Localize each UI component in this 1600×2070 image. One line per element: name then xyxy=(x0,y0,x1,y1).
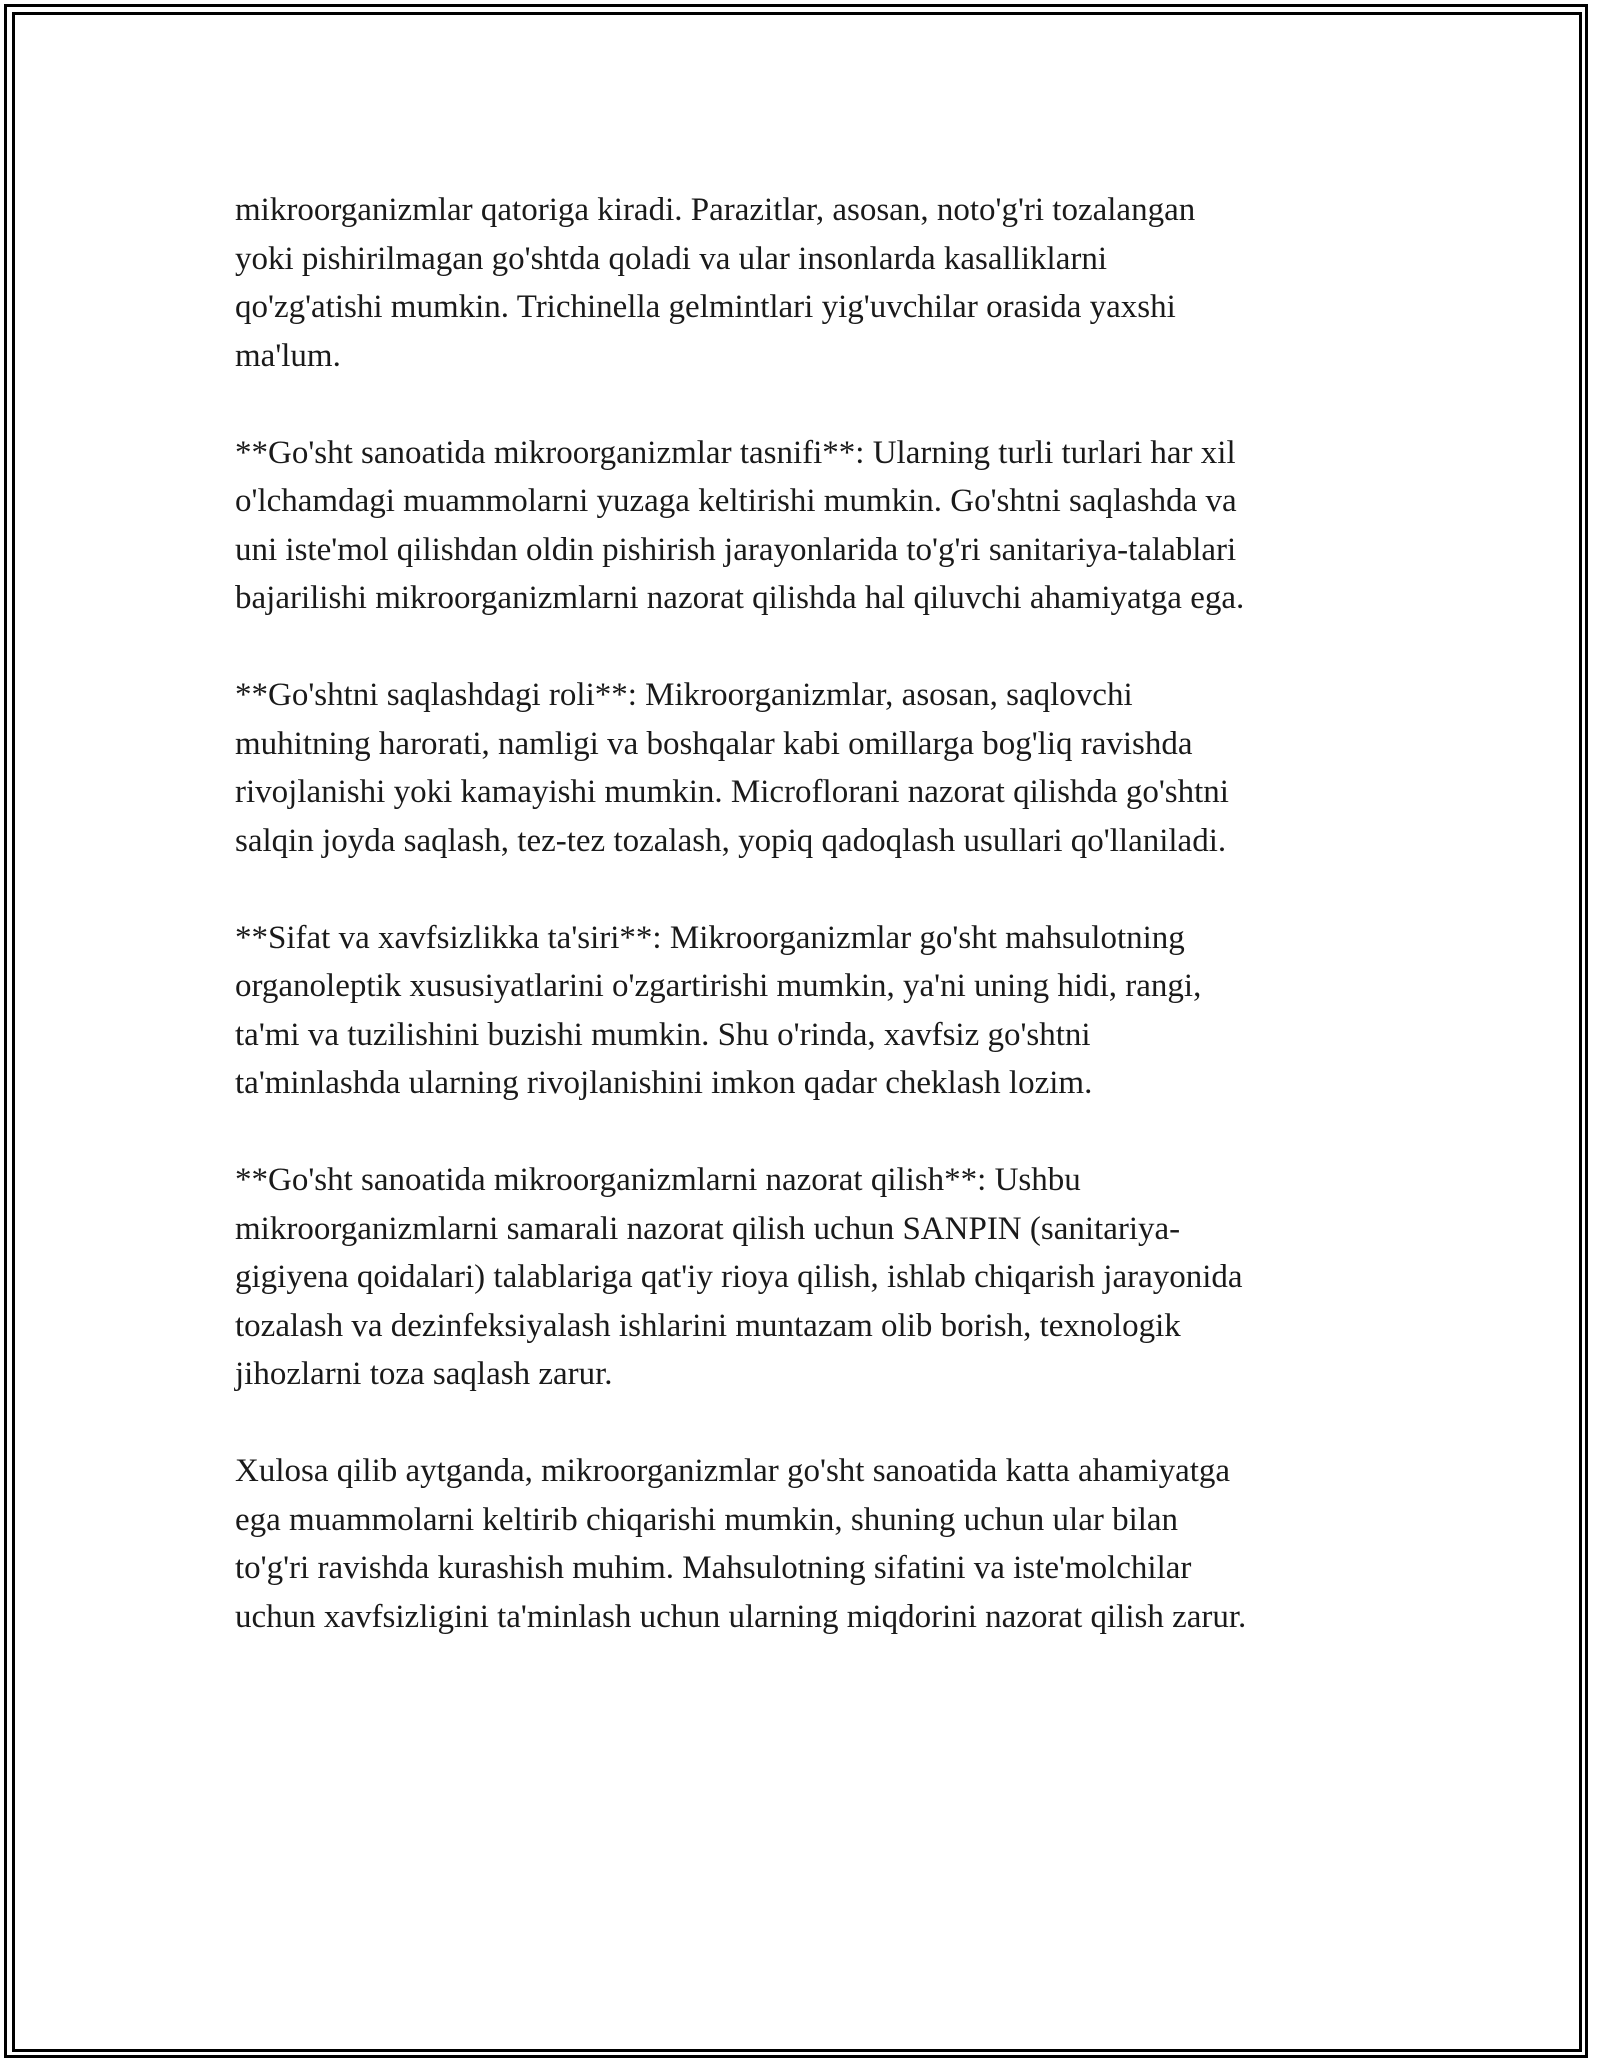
paragraph-1 xyxy=(235,186,1395,380)
paragraph-5 xyxy=(235,1156,1395,1399)
text-line: uni iste'mol qilishdan oldin pishirish jarayonlarida to'g'ri sanitariya-talablari xyxy=(235,531,1237,568)
paragraph-2 xyxy=(235,429,1395,623)
text-line: **Go'sht sanoatida mikroorganizmlarni nazorat qilish**: Ushbu xyxy=(235,1162,1081,1198)
text-line: ega muammolarni keltirib chiqarishi mumkin, shuning uchun ular bilan xyxy=(235,1501,1179,1538)
text-line: mikroorganizmlarni samarali nazorat qilish uchun SANPIN (sanitariya- xyxy=(235,1210,1181,1247)
text-line: ta'mi va tuzilishini buzishi mumkin. Shu o'rinda, xavfsiz go'shtni xyxy=(235,1016,1091,1053)
paragraph-3 xyxy=(235,671,1395,865)
text-line: yoki pishirilmagan go'shtda qoladi va ular insonlarda kasalliklarni xyxy=(235,240,1108,277)
text-line: Xulosa qilib aytganda, mikroorganizmlar go'sht sanoatida katta ahamiyatga xyxy=(235,1453,1231,1489)
document-body xyxy=(235,186,1395,1690)
text-line: jihozlarni toza saqlash zarur. xyxy=(235,1356,613,1392)
text-line: **Go'shtni saqlashdagi roli**: Mikroorganizmlar, asosan, saqlovchi xyxy=(235,677,1133,713)
text-line: **Go'sht sanoatida mikroorganizmlar tasnifi**: Ularning turli turlari har xil xyxy=(235,434,1236,471)
paragraph-4 xyxy=(235,914,1395,1108)
text-line: ma'lum. xyxy=(235,337,341,374)
text-line: uchun xavfsizligini ta'minlash uchun ularning miqdorini nazorat qilish zarur. xyxy=(235,1598,1247,1635)
text-line: qo'zg'atishi mumkin. Trichinella gelmintlari yig'uvchilar orasida yaxshi xyxy=(235,289,1176,325)
text-line: bajarilishi mikroorganizmlarni nazorat qilishda hal qiluvchi ahamiyatga ega. xyxy=(235,580,1245,616)
text-line: tozalash va dezinfeksiyalash ishlarini muntazam olib borish, texnologik xyxy=(235,1307,1181,1344)
text-line: ta'minlashda ularning rivojlanishini imkon qadar cheklash lozim. xyxy=(235,1065,1093,1101)
paragraph-6 xyxy=(235,1447,1395,1641)
text-line: to'g'ri ravishda kurashish muhim. Mahsulotning sifatini va iste'molchilar xyxy=(235,1550,1192,1586)
text-line: **Sifat va xavfsizlikka ta'siri**: Mikroorganizmlar go'sht mahsulotning xyxy=(235,919,1185,956)
text-line: mikroorganizmlar qatoriga kiradi. Parazitlar, asosan, noto'g'ri tozalangan xyxy=(235,192,1196,228)
text-line: salqin joyda saqlash, tez-tez tozalash, yopiq qadoqlash usullari qo'llaniladi. xyxy=(235,822,1227,859)
text-line: organoleptik xususiyatlarini o'zgartirishi mumkin, ya'ni uning hidi, rangi, xyxy=(235,968,1202,1004)
text-line: o'lchamdagi muammolarni yuzaga keltirishi mumkin. Go'shtni saqlashda va xyxy=(235,483,1237,519)
text-line: rivojlanishi yoki kamayishi mumkin. Microflorani nazorat qilishda go'shtni xyxy=(235,774,1229,810)
text-line: muhitning harorati, namligi va boshqalar kabi omillarga bog'liq ravishda xyxy=(235,725,1193,762)
text-line: gigiyena qoidalari) talablariga qat'iy rioya qilish, ishlab chiqarish jarayonida xyxy=(235,1259,1243,1295)
